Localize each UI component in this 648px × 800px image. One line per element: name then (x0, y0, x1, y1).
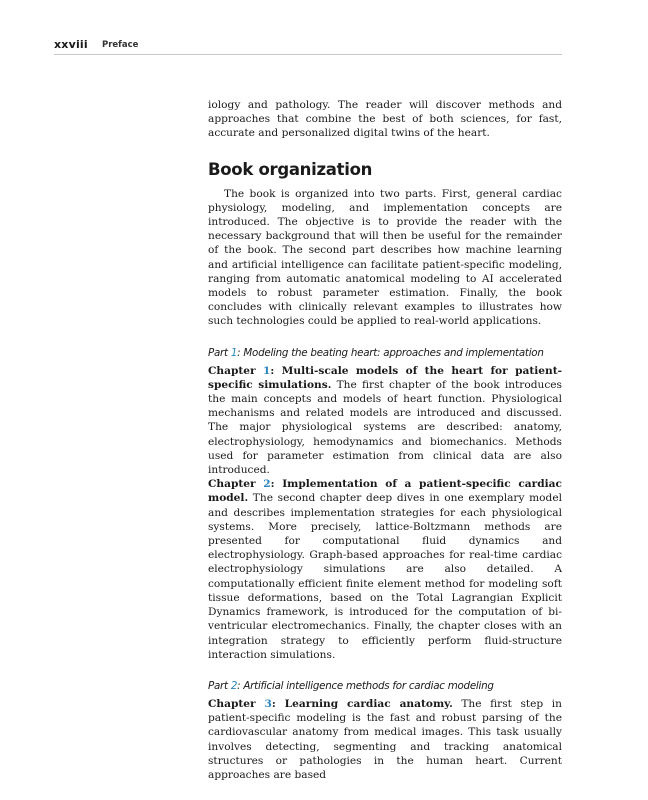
part-2-heading (208, 679, 562, 693)
part-1-number-link[interactable]: 1 (230, 346, 238, 359)
running-head-section: Preface (102, 40, 139, 50)
chapter-3-number-link[interactable]: 3 (264, 697, 272, 710)
running-head (54, 38, 562, 55)
chapter-1-text: The first chapter of the book introduces the main concepts and models of heart function. Physiological mechanisms and related models are introduced and discussed. The major physiological systems are described: anatomy, electrophysiology, hemodynamics and biomechanics. Methods used for parameter estimation from clinical data are also introduced. (208, 378, 562, 477)
chapter-1-prefix: Chapter (208, 364, 263, 377)
part-2-prefix: Part (208, 679, 231, 692)
chapter-1-entry (208, 364, 562, 478)
page-body (208, 98, 562, 782)
chapter-2-text: The second chapter deep dives in one exemplary model and describes implementation strategies for each physiological systems. More precisely, lattice-Boltzmann methods are presented for computational fluid dynamics and electrophysiology. Graph-based approaches for real-time cardiac electrophysiology simulations are also detailed. A computationally efficient finite element method for modeling soft tissue deformations, based on the Total Lagrangian Explicit Dynamics framework, is introduced for the computation of bi-ventricular electromechanics. Finally, the chapter closes with an integration strategy to efficiently perform fluid-structure interaction simulations. (208, 492, 562, 661)
chapter-3-text: The first step in patient-specific modeling is the fast and robust parsing of the cardiovascular anatomy from medical images. This task usually involves detecting, segmenting and tracking anatomical structures or pathologies in the human heart. Current approaches are based (208, 697, 562, 781)
intro-paragraph: iology and pathology. The reader will discover methods and approaches that combine the best of both sciences, for fast, accurate and personalized digital twins of the heart. (208, 99, 562, 140)
part-1-heading (208, 346, 562, 360)
part-2-number-link[interactable]: 2 (230, 679, 238, 692)
chapter-3-prefix: Chapter (208, 697, 265, 710)
section-heading: Book organization (208, 159, 373, 179)
chapter-2-number-link[interactable]: 2 (263, 478, 271, 491)
chapter-1-title: : Multi-scale models of the heart for patient-specific simulations. (208, 364, 562, 391)
chapter-2-entry (208, 477, 562, 662)
chapter-2-prefix: Chapter (208, 478, 264, 491)
chapter-3-title: : Learning cardiac anatomy. (271, 697, 453, 710)
page-number: xxviii (54, 38, 88, 51)
part-2-title: : Artificial intelligence methods for cardiac modeling (237, 679, 494, 692)
chapter-2-title: : Implementation of a patient-specific cardiac model. (208, 478, 562, 505)
chapter-3-entry (208, 697, 562, 782)
part-1-title: : Modeling the beating heart: approaches and implementation (237, 346, 544, 359)
chapter-1-number-link[interactable]: 1 (263, 364, 271, 377)
book-organization-paragraph: The book is organized into two parts. First, general cardiac physiology, modeling, and implementation concepts are introduced. The objective is to provide the reader with the necessary background that will then be useful for the remainder of the book. The second part describes how machine learning and artificial intelligence can facilitate patient-specific modeling, ranging from automatic anatomical modeling to AI accelerated models to robust parameter estimation. Finally, the book concludes with clinically relevant examples to illustrates how such technologies could be applied to real-world applications. (208, 187, 562, 328)
part-1-prefix: Part (208, 346, 231, 359)
